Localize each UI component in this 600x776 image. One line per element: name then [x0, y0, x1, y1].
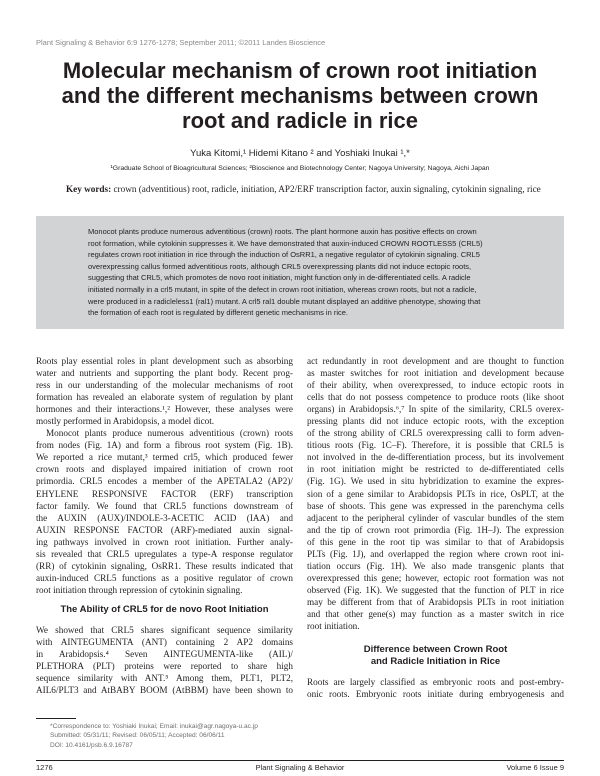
abstract-line: the formation of each root is regulated by different genetic mechanisms in rice. — [88, 308, 348, 318]
body-line: water and nutrients and supporting the plant body. Recent prog- — [36, 368, 293, 379]
section-heading: Difference between Crown Root — [363, 644, 508, 656]
body-line: factor family. We found that CRL5 functions downstream of — [36, 500, 293, 511]
abstract-line: suggesting that CRL5, which promotes de novo root initiation, might function only in de-differentiated cells. A radicle — [88, 273, 471, 283]
body-line: base of shoots. This gene was expressed in the parenchyma cells — [307, 500, 564, 511]
body-line: AIL6/PLT3 and AtBABY BOOM (AtBBM) have been shown to — [36, 685, 293, 696]
abstract-box — [36, 216, 564, 329]
body-line: formation has revealed an elaborate system of regulation by plant — [36, 392, 293, 403]
title-line: Molecular mechanism of crown root initiation — [62, 58, 538, 83]
section-heading: The Ability of CRL5 for de novo Root Initiation — [60, 603, 269, 615]
journal-citation: Plant Signaling & Behavior 6:9 1276-1278; September 2011; ©2011 Landes Bioscience — [36, 38, 326, 47]
body-line: root initiation. — [307, 621, 360, 632]
doi: DOI: 10.4161/psb.6.9.16787 — [50, 741, 133, 749]
body-line: We reported a rice mutant,³ termed crl5, which produced fewer — [36, 452, 293, 463]
footnotes — [50, 722, 258, 750]
body-line: (Fig. 1G). We used in situ hybridization to examine the expres- — [307, 476, 564, 487]
body-line: Roots are largely classified as embryonic roots and post-embry- — [307, 677, 564, 688]
body-line: primordia. CRL5 encodes a member of the APETALA2 (AP2)/ — [36, 476, 293, 487]
body-line: observed (Fig. 1K). We suggested that the function of PLT in rice — [307, 584, 564, 595]
body-line: sis revealed that CRL5 upregulates a type-A response regulator — [36, 548, 293, 559]
body-line: (RR) of cytokinin signaling, OsRR1. These results indicated that — [36, 560, 293, 571]
body-line: in root initiation might be restricted to de-differentiated cells — [307, 464, 564, 475]
body-line: crown roots and displayed impaired initiation of crown root — [36, 464, 293, 475]
title-line: and the different mechanisms between crown — [61, 83, 539, 108]
body-line: sion of a gene similar to Arabidopsis PLTs in rice, OsPLT, at the — [307, 488, 564, 499]
body-line: root initiation through repression of cytokinin signaling. — [36, 584, 243, 595]
body-line: with AINTEGUMENTA (ANT) containing 2 AP2 domains — [36, 636, 293, 647]
left-column — [36, 355, 293, 696]
title-line: root and radicle in rice — [182, 108, 418, 133]
body-line: ing pathways involved in crown root initiation. Further analy- — [36, 536, 293, 547]
body-line: the AUXIN (AUX)/INDOLE-3-ACETIC ACID (IAA) and — [36, 512, 293, 523]
body-line: pressing plants did not induce ectopic roots, with the exception — [307, 416, 564, 427]
abstract-line: Monocot plants produce numerous adventitious (crown) roots. The plant hormone auxin has positive effects on crown — [88, 227, 477, 236]
footer-divider — [36, 760, 564, 761]
submission-dates: Submitted: 05/31/11; Revised: 06/05/11; Accepted: 06/06/11 — [50, 732, 225, 740]
body-line: organs) in Arabidopsis.⁶,⁷ In spite of the similarity, CRL5 overex- — [307, 404, 564, 415]
body-line: may be different from that of Arabidopsis PLTs in root initiation — [307, 596, 564, 607]
body-line: tiation occurs (Fig. 1H). We also made transgenic plants that — [307, 560, 564, 571]
body-line: ress in our understanding of the molecular mechanisms of root — [36, 380, 293, 391]
keywords — [66, 183, 566, 195]
body-line: of their ability, when overexpressed, to induce ectopic roots in — [307, 380, 564, 391]
abstract-line: root formation, while cytokinin suppresses it. We have demonstrated that auxin-induced CROWN ROOTLESS5 (CRL5) — [88, 238, 483, 248]
footer-volume: Volume 6 Issue 9 — [506, 763, 564, 772]
body-line: AUXIN RESPONSE FACTOR (ARF)-mediated auxin signal- — [36, 524, 293, 535]
body-line: PLETHORA (PLT) proteins were reported to share high — [36, 661, 293, 672]
body-line: titious roots (Fig. 1C–F). Therefore, it is possible that CRL5 is — [307, 440, 564, 451]
section-heading: and Radicle Initiation in Rice — [370, 656, 501, 668]
abstract-line: regulates crown root initiation in rice through the induction of OsRR1, a negative regulator of cytokinin signaling. CRL5 — [88, 250, 480, 260]
body-line: not involved in the de-differentiation process, but its involvement — [307, 452, 564, 463]
abstract-line: were produced in a radicleless1 (ral1) mutant. A crl5 ral1 double mutant displayed an additive phenotype, showing that — [88, 296, 481, 306]
body-line: mostly performed in Arabidopsis, a model dicot. — [36, 416, 215, 427]
keywords-text: crown (adventitious) root, radicle, initiation, AP2/ERF transcription factor, auxin signaling, cytokinin signaling, rice — [113, 184, 541, 194]
body-line: Monocot plants produce numerous adventitious (crown) roots — [46, 428, 293, 439]
body-line: PLTs (Fig. 1J), and overlapped the region where crown root ini- — [307, 548, 564, 559]
right-column — [307, 355, 564, 700]
body-line: of the strong ability of CRL5 overexpressing calli to form adven- — [307, 428, 564, 439]
body-line: act redundantly in root development and are thought to function — [307, 356, 564, 366]
correspondence-note: *Correspondence to: Yoshiaki Inukai; Email: inukai@agr.nagoya-u.ac.jp — [50, 723, 258, 730]
body-line: EHYLENE RESPONSIVE FACTOR (ERF) transcription — [36, 488, 293, 499]
body-line: and the tip of crown root primordia (Fig. 1H–J). The expression — [307, 524, 564, 535]
abstract-line: overexpressing callus formed adventitious roots, although CRL5 overexpressing plants did not induce ectopic roots, — [88, 261, 472, 271]
body-line: hormones and their interactions.¹,² However, these analyses were — [36, 404, 293, 415]
abstract-line: initiated normally in a crl5 mutant, in spite of the defect in crown root initiation, whereas crown roots, but not a radicle, — [88, 284, 477, 294]
body-line: adjacent to the peripheral cylinder of vascular bundles of the stem — [307, 512, 564, 523]
body-line: cells that do not possess competence to produce roots (like shoot — [307, 392, 564, 403]
body-line: auxin-induced CRL5 functions as a positive regulator of crown — [36, 572, 293, 583]
body-line: onic roots. Embryonic roots initiate during embryogenesis and — [307, 689, 564, 700]
body-line: Roots play essential roles in plant development such as absorbing — [36, 356, 293, 366]
body-line: We showed that CRL5 shares significant sequence similarity — [36, 624, 293, 635]
footnote-divider — [36, 718, 76, 719]
footer-journal: Plant Signaling & Behavior — [255, 763, 345, 772]
body-line: sequence similarity with ANT.⁵ Among them, PLT1, PLT2, — [36, 673, 293, 684]
authors: Yuka Kitomi,¹ Hidemi Kitano ² and Yoshiaki Inukai ¹,* — [190, 148, 410, 159]
body-line: in Arabidopsis.⁴ Seven AINTEGUMENTA-like (AIL)/ — [36, 649, 293, 660]
body-line: of this gene in the root tip was similar to that of Arabidopsis — [307, 536, 564, 547]
page-number: 1276 — [36, 763, 53, 772]
affiliations: ¹Graduate School of Bioagricultural Sciences; ²Bioscience and Biotechnology Center; Nagoya University; Nagoya, Aichi Japan — [110, 165, 490, 172]
body-line: as master switches for root initiation and development because — [307, 368, 564, 379]
body-line: and that other gene(s) may function as a master switch in rice — [307, 608, 564, 619]
article-title — [40, 58, 560, 133]
body-line: overexpressed this gene; however, ectopic root formation was not — [307, 572, 564, 583]
body-line: from nodes (Fig. 1A) and form a fibrous root system (Fig. 1B). — [36, 440, 293, 451]
keywords-label: Key words: — [66, 184, 112, 194]
